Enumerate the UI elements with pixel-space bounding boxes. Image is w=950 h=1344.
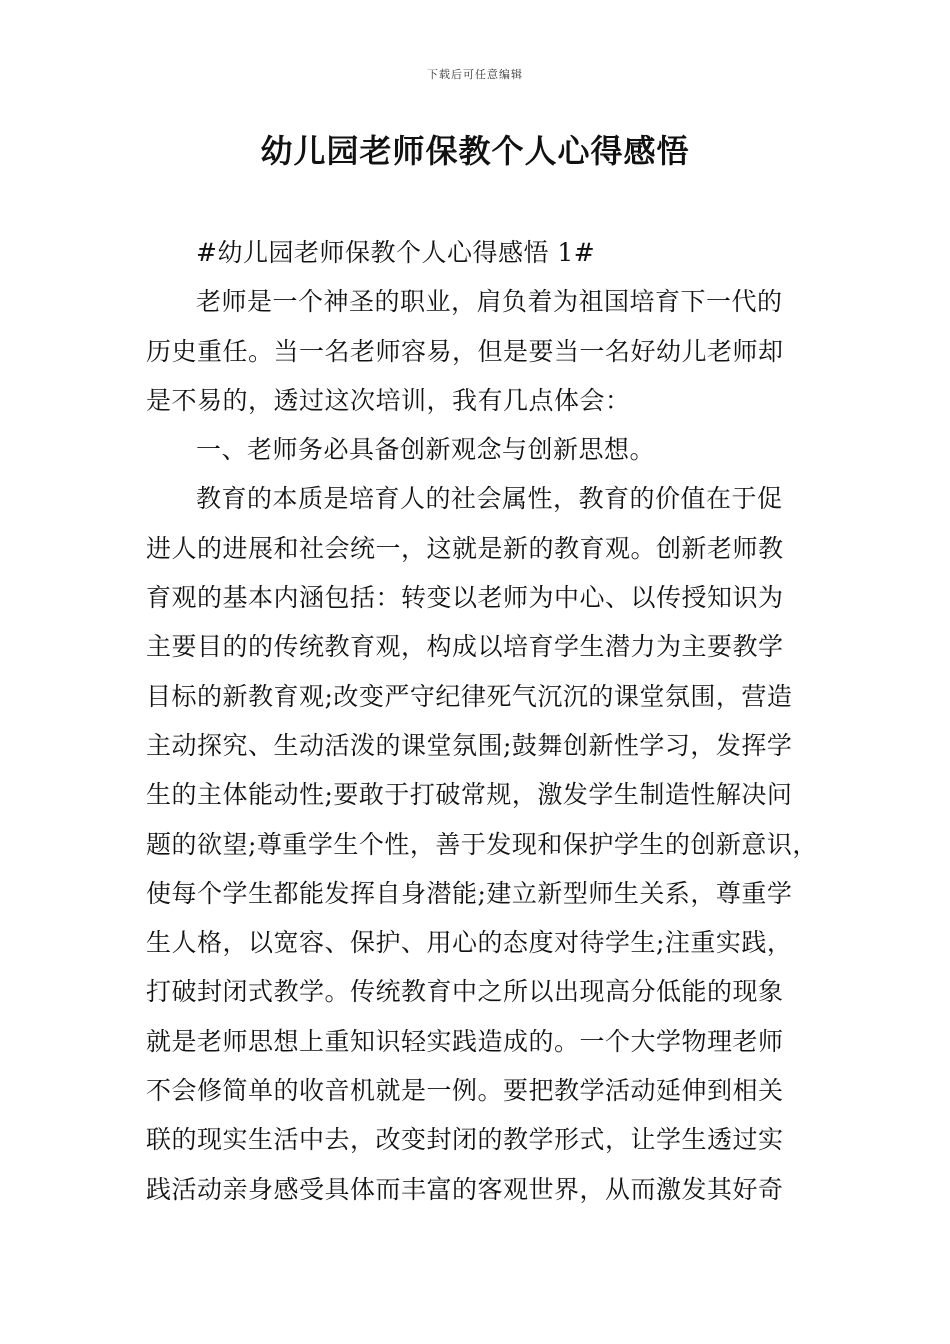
paragraph-line: 主动探究、生动活泼的课堂氛围;鼓舞创新性学习，发挥学 [146, 730, 793, 760]
paragraph-line: 教育的本质是培育人的社会属性，教育的价值在于促 [196, 484, 783, 514]
paragraph-line: 联的现实生活中去，改变封闭的教学形式，让学生透过实 [146, 1125, 784, 1155]
paragraph-line: 育观的基本内涵包括：转变以老师为中心、以传授知识为 [146, 583, 784, 613]
paragraph-line: 生人格，以宽容、保护、用心的态度对待学生;注重实践， [146, 928, 793, 958]
paragraph-line: 进人的进展和社会统一，这就是新的教育观。创新老师教 [146, 533, 784, 563]
paragraph-line: 历史重任。当一名老师容易，但是要当一名好幼儿老师却 [146, 336, 784, 366]
paragraph-line: 使每个学生都能发挥自身潜能;建立新型师生关系，尊重学 [146, 878, 793, 908]
paragraph-line: 老师是一个神圣的职业，肩负着为祖国培育下一代的 [196, 287, 783, 317]
paragraph-line: 生的主体能动性;要敢于打破常规，激发学生制造性解决问 [146, 780, 793, 810]
paragraph-line: 题的欲望;尊重学生个性，善于发现和保护学生的创新意识， [146, 829, 818, 859]
paragraph-line: 不会修简单的收音机就是一例。要把教学活动延伸到相关 [146, 1076, 784, 1106]
paragraph-line: 目标的新教育观;改变严守纪律死气沉沉的课堂氛围，营造 [146, 681, 793, 711]
paragraph-line: 打破封闭式教学。传统教育中之所以出现高分低能的现象 [146, 977, 784, 1007]
paragraph-line: 践活动亲身感受具体而丰富的客观世界，从而激发其好奇 [146, 1174, 784, 1204]
paragraph-line: 是不易的，透过这次培训，我有几点体会： [146, 385, 631, 415]
paragraph-line: 就是老师思想上重知识轻实践造成的。一个大学物理老师 [146, 1026, 784, 1056]
header-note: 下载后可任意编辑 [427, 68, 523, 81]
section-heading: #幼儿园老师保教个人心得感悟 1# [196, 238, 596, 267]
paragraph-line: 主要目的的传统教育观，构成以培育学生潜力为主要教学 [146, 632, 784, 662]
subheading: 一、老师务必具备创新观念与创新思想。 [196, 435, 656, 465]
document-body [146, 228, 826, 1214]
document-title: 幼儿园老师保教个人心得感悟 [260, 132, 690, 170]
